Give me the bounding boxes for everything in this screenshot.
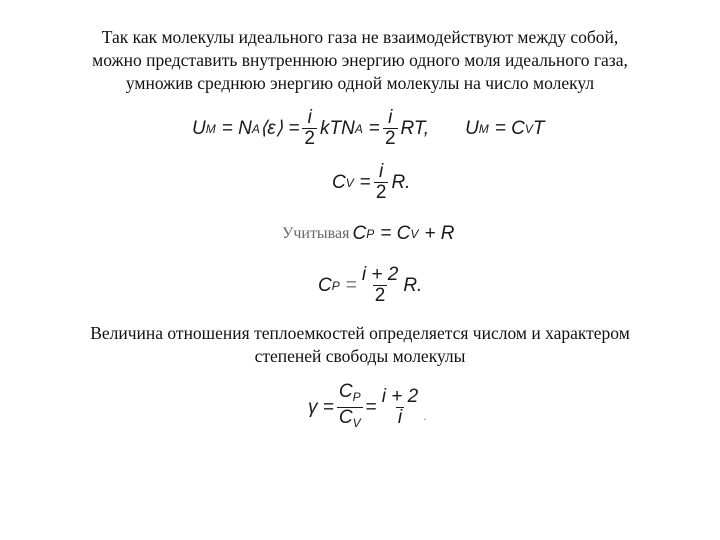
f5-lhs: γ = [308,396,334,418]
f2-frac-den: 2 [375,182,387,203]
f1-rhs-lhs-sub: M [478,121,489,136]
paragraph-heat-capacity-ratio [30,322,690,368]
f2-frac-num: i [379,161,384,182]
formula-mayer [282,223,454,245]
f1-frac2-num: i [388,107,393,128]
f4-tail: R. [403,274,423,296]
paragraph1-line3: умножив среднюю энергию одной молекулы на число молекул [125,73,595,93]
f2-lhs-sub: V [345,175,354,190]
formula-cv [332,162,410,203]
f3-lhs-sub: P [366,227,375,241]
f2-lhs: C [332,171,346,193]
f4-eq: = [345,274,357,296]
f1-eps: ⟨ε⟩ = [259,118,300,139]
f1-rhs-lhs: U [465,117,479,139]
f1-mid1-sub: A [354,121,363,136]
paragraph2-line2: степеней свободы молекулы [254,346,466,366]
f5-frac1-den-sub: V [352,416,361,430]
formula-cp [318,265,422,306]
f1-tail: RT, [400,117,430,139]
f5-eq: = [365,396,377,418]
f1-eq2: = [368,117,380,139]
f1-rhs-tail: T [532,117,545,139]
f1-frac1-den: 2 [304,128,315,149]
f4-frac-num: i + 2 [361,264,399,285]
formula-internal-energy [192,108,545,149]
f1-frac2-den: 2 [384,128,396,149]
f3-lhs: C [352,223,367,244]
f3-eq: = C [380,223,411,244]
f1-lhs: U [192,117,206,139]
paragraph-internal-energy [30,26,690,95]
f1-rhs-eq: = C [494,117,525,139]
f5-frac2-num: i + 2 [381,386,419,407]
f1-eq1: = N [221,117,252,139]
f3-label: Учитывая [282,225,350,242]
f3-tail: + R [424,223,455,244]
f5-frac2-den: i [397,407,403,428]
f2-tail: R. [391,171,411,193]
f5-frac1 [337,382,363,433]
f5-tail: . [423,409,427,423]
f1-frac1-num: i [307,107,312,128]
formula-gamma [308,382,427,433]
f5-frac1-num-sub: P [352,390,361,404]
f5-frac2 [380,387,420,428]
f4-frac-den: 2 [374,285,386,306]
f5-frac1-num: C [338,381,353,402]
f4-frac [360,265,400,306]
f3-sub: V [410,227,419,241]
f1-eq1-sub: A [251,121,260,136]
f1-frac2 [383,108,398,149]
f1-mid1: kTN [320,117,355,139]
f4-lhs-sub: P [331,278,340,293]
f1-lhs-sub: M [205,121,216,136]
f2-eq: = [359,171,371,193]
f1-frac1 [302,108,317,149]
f5-frac1-den: C [338,407,353,428]
paragraph1-line2: можно представить внутреннюю энергию одного моля идеального газа, [92,50,628,70]
f1-rhs-sub: V [524,121,533,136]
f4-lhs: C [318,274,332,296]
paragraph2-line1: Величина отношения теплоемкостей определяется числом и характером [90,323,630,343]
f2-frac [374,162,389,203]
paragraph1-line1: Так как молекулы идеального газа не взаимодействуют между собой, [101,27,619,47]
